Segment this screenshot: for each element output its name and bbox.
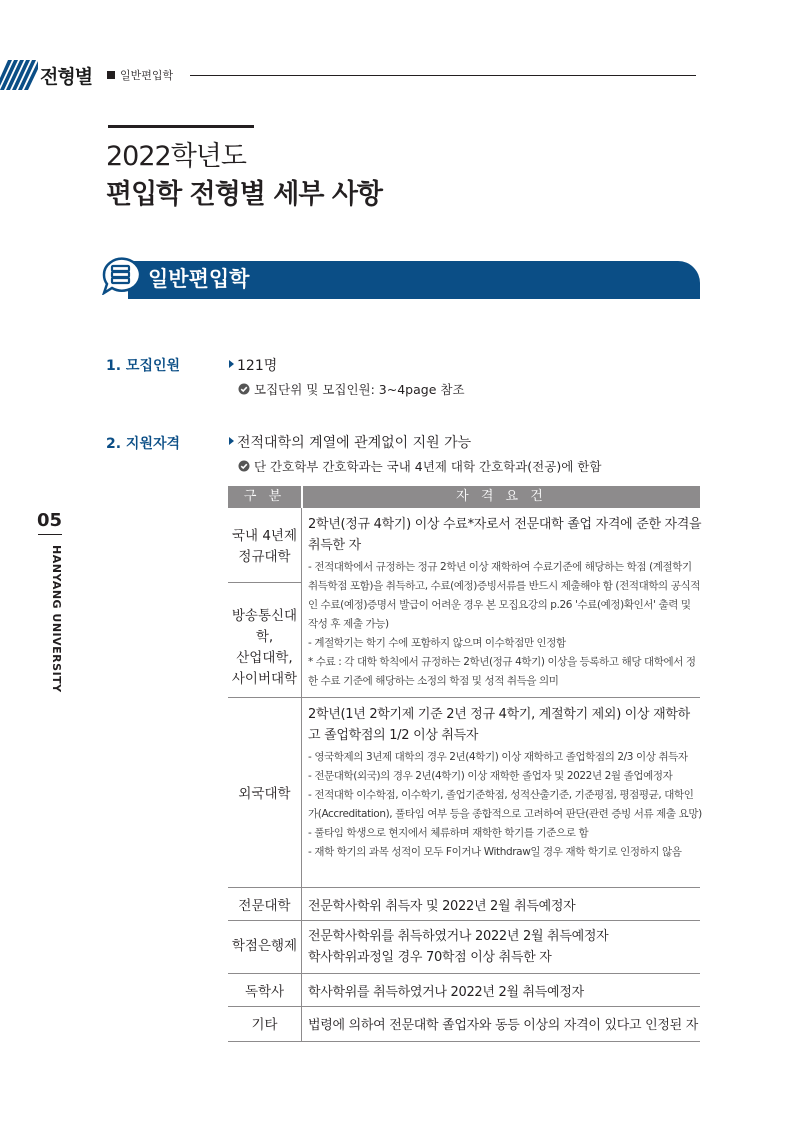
requirement-detail: - 전문대학(외국)의 경우 2년(4학기) 이상 재학한 졸업자 및 2022년 2월 졸업예정자 bbox=[308, 770, 673, 782]
header-subtitle: 일반편입학 bbox=[120, 69, 174, 82]
requirement-main: 전문학사학위 취득자 및 2022년 2월 취득예정자 bbox=[308, 899, 576, 914]
requirement-main: 법령에 의하여 전문대학 졸업자와 동등 이상의 자격이 있다고 인정된 자 bbox=[308, 1018, 698, 1033]
section-1-note: 모집단위 및 모집인원: 3~4page 참조 bbox=[238, 380, 465, 398]
requirement-detail: - 전적대학에서 규정하는 정규 2학년 이상 재학하여 수료기준에 해당하는 학점 (계절학기 취득학점 포함)을 취득하고, 수료(예정)증빙서류를 반드시 제출해야 함 (전적대학의 공식적인 수료(예정)증명서 발급이 어려운 경우 본 모집요강의 p.26 '수료(예정)확인서' 출력 및 작성 후 제출 가능) bbox=[308, 561, 700, 630]
document-stack-icon bbox=[100, 255, 144, 295]
triangle-bullet-icon bbox=[229, 437, 234, 445]
table-row-category: 외국대학 bbox=[238, 786, 291, 802]
section-2-note: 단 간호학부 간호학과는 국내 4년제 대학 간호학과(전공)에 한함 bbox=[238, 457, 601, 475]
requirement-detail: - 영국학제의 3년제 대학의 경우 2년(4학기) 이상 재학하고 졸업학점의 2/3 이상 취득자 bbox=[308, 751, 688, 763]
section-2-main: 전적대학의 계열에 관계없이 지원 가능 bbox=[229, 432, 471, 452]
table-row-divider bbox=[228, 920, 700, 921]
table-row-divider bbox=[228, 1006, 700, 1007]
section-2-label: 2. 지원자격 bbox=[106, 436, 181, 452]
section-1-main: 121명 bbox=[229, 355, 277, 375]
triangle-bullet-icon bbox=[229, 360, 234, 368]
side-university-name: HANYANG UNIVERSITY bbox=[50, 545, 63, 693]
table-subrow-divider bbox=[228, 582, 301, 583]
table-row-divider bbox=[228, 697, 700, 698]
title-accent-bar bbox=[108, 125, 254, 128]
side-divider bbox=[38, 534, 62, 535]
table-column-divider bbox=[301, 508, 302, 1041]
requirement-detail: - 전적대학 이수학점, 이수학기, 졸업기준학점, 성적산출기준, 기준평점, 평점평균, 대학인가(Accreditation), 풀타임 여부 등을 종합적으로 고려하여 판단(관련 증빙 서류 제출 요망) bbox=[308, 789, 702, 820]
requirement-detail: - 풀타임 학생으로 현지에서 체류하며 재학한 학기를 기준으로 함 bbox=[308, 827, 589, 839]
check-circle-icon bbox=[238, 460, 250, 472]
table-row-category: 독학사 bbox=[244, 984, 285, 1000]
page-number: 05 bbox=[37, 510, 63, 531]
header-square-bullet bbox=[107, 71, 115, 79]
page-title: 편입학 전형별 세부 사항 bbox=[106, 179, 383, 210]
requirement-main: 2학년(정규 4학기) 이상 수료*자로서 전문대학 졸업 자격에 준한 자격을 취득한 자 bbox=[308, 517, 702, 553]
header-divider bbox=[190, 75, 696, 76]
requirement-footnote: * 수료 : 각 대학 학칙에서 규정하는 2학년(정규 4학기) 이상을 등록하고 해당 대학에서 정한 수료 기준에 해당하는 소정의 학점 및 성적 취득을 의미 bbox=[308, 656, 696, 687]
table-row-category: 전문대학 bbox=[238, 898, 291, 914]
requirement-detail: - 재학 학기의 과목 성적이 모두 F이거나 Withdraw일 경우 재학 학기로 인정하지 않음 bbox=[308, 846, 682, 858]
requirement-main: 2학년(1년 2학기제 기준 2년 정규 4학기, 계절학기 제외) 이상 재학하고 졸업학점의 1/2 이상 취득자 bbox=[308, 707, 690, 743]
requirement-main: 학사학위를 취득하였거나 2022년 2월 취득예정자 bbox=[308, 985, 584, 1000]
table-row-category: 기타 bbox=[251, 1017, 278, 1033]
section-1-label: 1. 모집인원 bbox=[106, 358, 181, 374]
table-row-divider bbox=[228, 973, 700, 974]
table-row-category: 국내 4년제 정규대학 bbox=[231, 528, 298, 565]
requirement-main: 전문학사학위를 취득하였거나 2022년 2월 취득예정자 학사학위과정일 경우 70학점 이상 취득한 자 bbox=[308, 929, 609, 965]
title-year: 2022학년도 bbox=[106, 141, 246, 172]
table-header-category: 구 분 bbox=[228, 486, 301, 508]
table-row-category: 방송통신대학, 산업대학, 사이버대학 bbox=[231, 608, 298, 687]
header-stripes-decoration bbox=[0, 60, 38, 90]
table-row-category: 학점은행제 bbox=[231, 938, 298, 954]
table-bottom-border bbox=[228, 1041, 700, 1042]
table-header-requirements: 자 격 요 건 bbox=[303, 486, 700, 508]
requirement-detail: - 계절학기는 학기 수에 포함하지 않으며 이수학점만 인정함 bbox=[308, 637, 566, 649]
check-circle-icon bbox=[238, 383, 250, 395]
banner-title: 일반편입학 bbox=[148, 267, 250, 291]
table-row-divider bbox=[228, 887, 700, 888]
table-row-body bbox=[308, 704, 702, 862]
header-section-title: 전형별 bbox=[40, 66, 93, 88]
table-row-body bbox=[308, 514, 702, 691]
